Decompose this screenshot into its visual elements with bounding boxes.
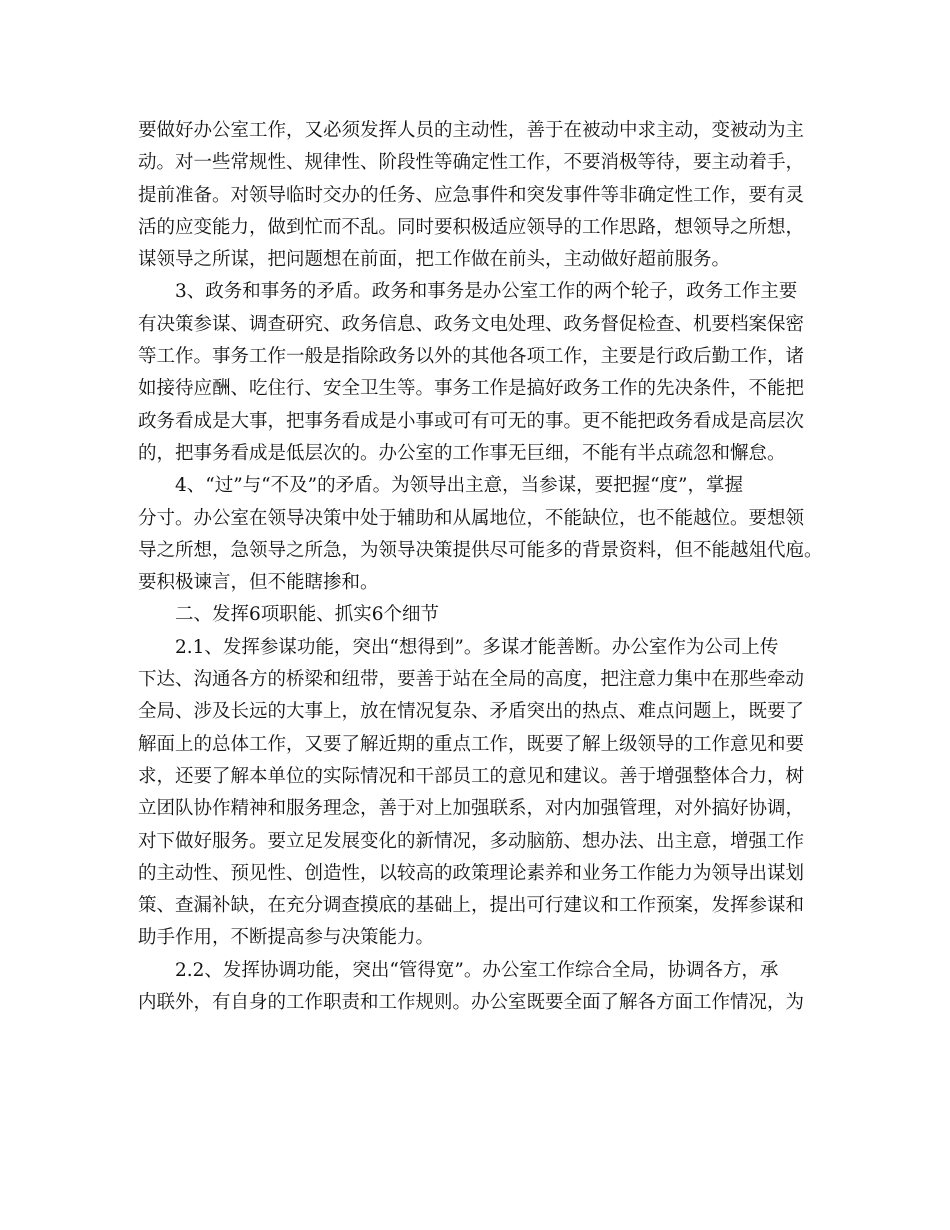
- text-line: 4、“过”与“不及”的矛盾。为领导出主意，当参谋，要把握“度”，掌握: [175, 475, 744, 497]
- text-line: 要做好办公室工作，又必须发挥人员的主动性，善于在被动中求主动，变被动为主: [138, 120, 805, 141]
- text-line: 如接待应酬、吃住行、安全卫生等。事务工作是搞好政务工作的先决条件，不能把: [138, 378, 805, 400]
- text-line: 活的应变能力，做到忙而不乱。同时要积极适应领导的工作思路，想领导之所想，: [138, 216, 805, 238]
- text-line: 的主动性、预见性、创造性，以较高的政策理论素养和业务工作能力为领导出谋划: [138, 862, 805, 884]
- text-line: 提前准备。对领导临时交办的任务、应急事件和突发事件等非确定性工作，要有灵: [138, 184, 805, 206]
- text-line: 导之所想，急领导之所急，为领导决策提供尽可能多的背景资料，但不能越俎代庖。: [138, 539, 823, 561]
- text-line: 助手作用，不断提高参与决策能力。: [138, 927, 435, 949]
- text-line: 2.2、发挥协调功能，突出“管得宽”。办公室工作综合全局，协调各方，承: [175, 959, 779, 981]
- text-line: 的，把事务看成是低层次的。办公室的工作事无巨细，不能有半点疏忽和懈怠。: [138, 442, 786, 464]
- text-line: 全局、涉及长远的大事上，放在情况复杂、矛盾突出的热点、难点问题上，既要了: [138, 701, 805, 723]
- text-line: 等工作。事务工作一般是指除政务以外的其他各项工作，主要是行政后勤工作，诸: [138, 346, 805, 368]
- text-line: 对下做好服务。要立足发展变化的新情况，多动脑筋、想办法、出主意，增强工作: [138, 830, 805, 852]
- text-line: 3、政务和事务的矛盾。政务和事务是办公室工作的两个轮子，政务工作主要: [175, 281, 798, 303]
- text-line: 分寸。办公室在领导决策中处于辅助和从属地位，不能缺位，也不能越位。要想领: [138, 507, 805, 529]
- text-line: 二、发挥6项职能、抓实6个细节: [175, 604, 440, 626]
- text-line: 2.1、发挥参谋功能，突出“想得到”。多谋才能善断。办公室作为公司上传: [175, 636, 779, 658]
- text-line: 政务看成是大事，把事务看成是小事或可有可无的事。更不能把政务看成是高层次: [138, 410, 805, 432]
- text-line: 立团队协作精神和服务理念，善于对上加强联系，对内加强管理，对外搞好协调，: [138, 798, 805, 820]
- document-body: [138, 115, 828, 1019]
- text-line: 谋领导之所谋，把问题想在前面，把工作做在前头，主动做好超前服务。: [138, 249, 731, 271]
- text-line: 求，还要了解本单位的实际情况和干部员工的意见和建议。善于增强整体合力，树: [138, 765, 805, 787]
- text-line: 内联外，有自身的工作职责和工作规则。办公室既要全面了解各方面工作情况，为: [138, 992, 805, 1014]
- text-line: 下达、沟通各方的桥梁和纽带，要善于站在全局的高度，把注意力集中在那些牵动: [138, 669, 805, 691]
- text-line: 策、查漏补缺，在充分调查摸底的基础上，提出可行建议和工作预案，发挥参谋和: [138, 895, 805, 917]
- text-line: 解面上的总体工作，又要了解近期的重点工作，既要了解上级领导的工作意见和要: [138, 733, 805, 755]
- text-line: 动。对一些常规性、规律性、阶段性等确定性工作，不要消极等待，要主动着手，: [138, 152, 805, 174]
- text-line: 有决策参谋、调查研究、政务信息、政务文电处理、政务督促检查、机要档案保密: [138, 313, 805, 335]
- text-line: 要积极谏言，但不能瞎掺和。: [138, 572, 379, 594]
